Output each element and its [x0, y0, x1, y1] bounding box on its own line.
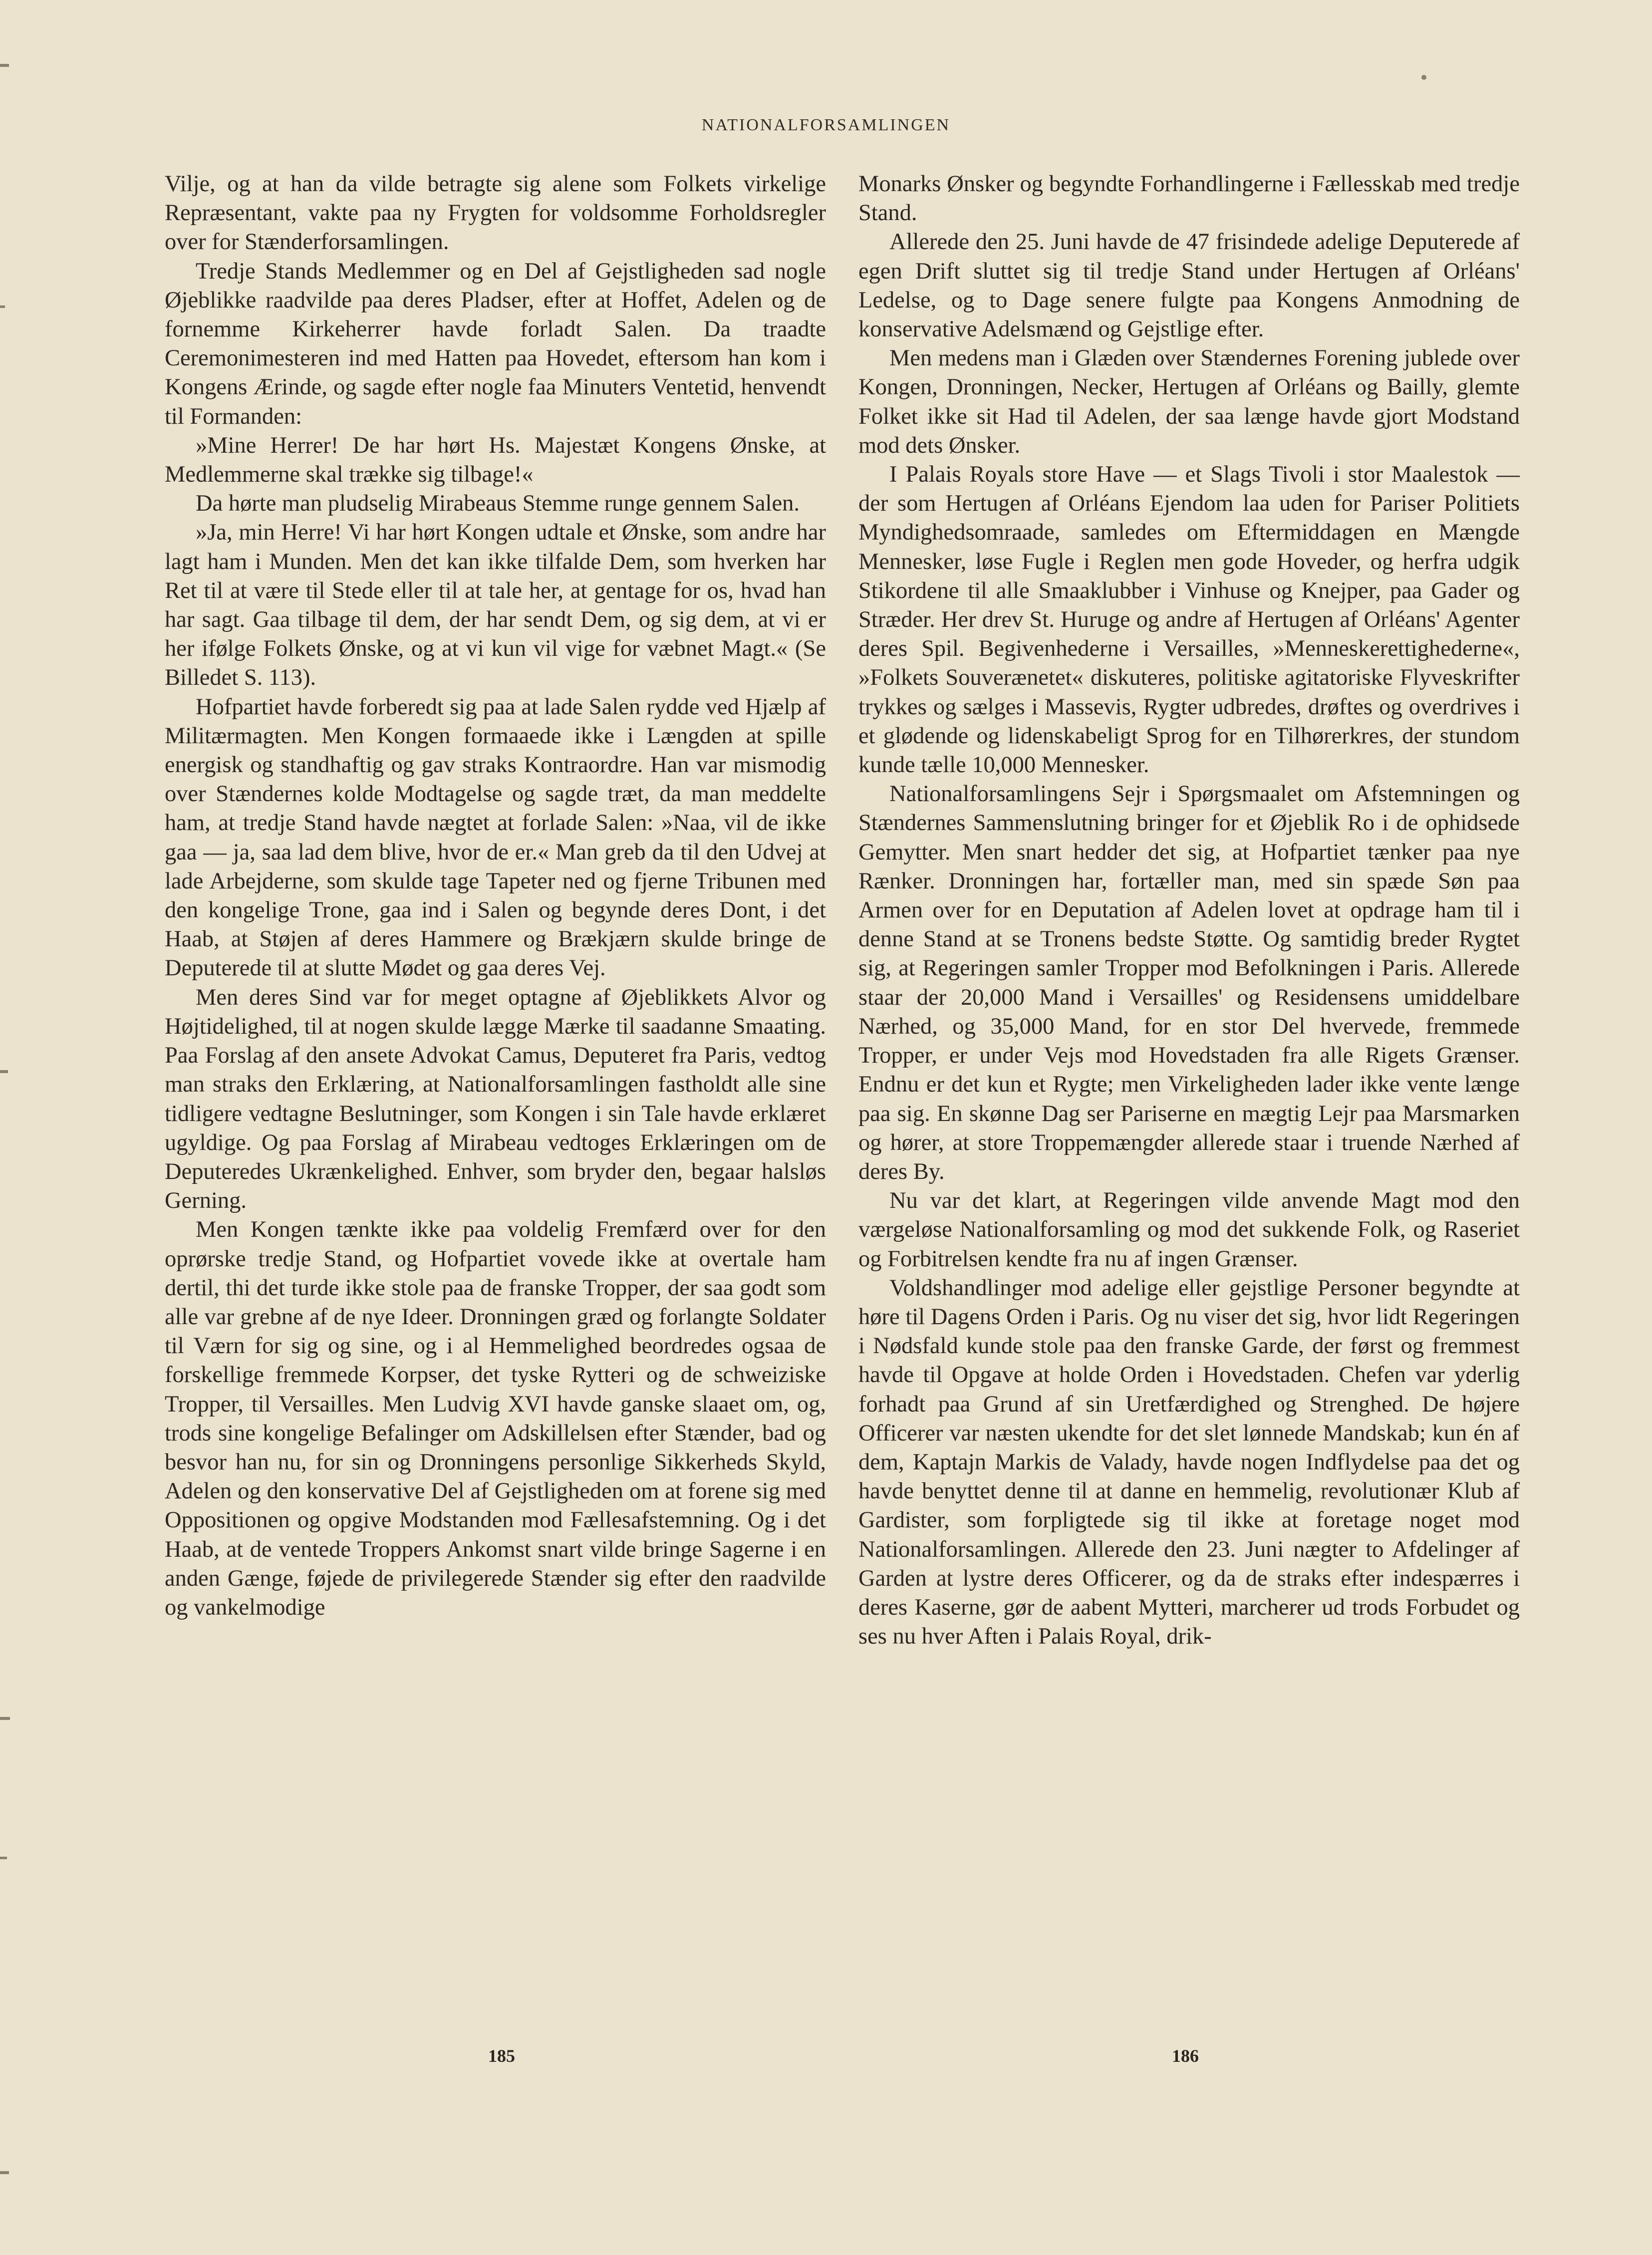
paragraph: I Palais Royals store Have — et Slags Tivoli i stor Maalestok — der som Hertugen af Orléans Ejendom laa uden for Pariser Politiets Myndighedsomraade, samledes om Eftermiddagen en Mængde Mennesker, løse Fugle i Reglen men gode Hoveder, og herfra udgik Stikordene til alle Smaaklubber i Vinhuse og Knejper, paa Gader og Stræder. Her drev St. Huruge og andre af Hertugen af Orléans' Agenter deres Spil. Begivenhederne i Versailles, »Menneskerettighederne«, »Folkets Souverænetet« diskuteres, politiske agitatoriske Flyveskrifter trykkes og sælges i Massevis, Rygter udbredes, drøftes og overdrives i et glødende og lidenskabeligt Sprog for en Tilhørerkres, der stundom kunde tælle 10,000 Mennesker.	[858, 462, 1520, 778]
paragraph: Voldshandlinger mod adelige eller gejstlige Personer begyndte at høre til Dagens Orden i Paris. Og nu viser det sig, hvor lidt Regeringen i Nødsfald kunde stole paa den franske Garde, der først og fremmest havde til Opgave at holde Orden i Hovedstaden. Chefen var yderlig forhadt paa Grund af sin Uretfærdighed og Strenghed. De højere Officerer var næsten ukendte for det slet lønnede Mandskab; kun én af dem, Kaptajn Markis de Valady, havde nogen Indflydelse paa det og havde benyttet denne til at danne en hemmelig, revolutionær Klub af Gardister, som forpligtede sig til ikke at foretage noget mod Nationalforsamlingen. Allerede den 23. Juni nægter to Afdelinger af Garden at lystre deres Officerer, og da de straks efter indespærres i deres Kaserne, gør de aabent Mytteri, marcherer ud trods Forbudet og ses nu hver Aften i Palais Royal, drik-	[858, 1275, 1520, 1650]
margin-mark	[0, 1857, 7, 1859]
running-header: NATIONALFORSAMLINGEN	[701, 116, 951, 134]
paragraph: Men medens man i Glæden over Stændernes Forening jublede over Kongen, Dronningen, Necker, Hertugen af Orléans og Bailly, glemte Folket ikke sit Had til Adelen, der saa længe havde gjort Modstand mod dets Ønsker.	[858, 345, 1520, 458]
paragraph: Hofpartiet havde forberedt sig paa at lade Salen rydde ved Hjælp af Militærmagten. Men Kongen formaaede ikke i Længden at spille energisk og standhaftig og gav straks Kontraordre. Han var mismodig over Stændernes kolde Modtagelse og sagde træt, da man meddelte ham, at tredje Stand havde nægtet at forlade Salen: »Naa, vil de ikke gaa — ja, saa lad dem blive, hvor de er.« Man greb da til den Udvej at lade Arbejderne, som skulde tage Tapeter ned og fjerne Tribunen med den kongelige Trone, gaa ind i Salen og begynde deres Dont, i det Haab, at Støjen af deres Hammere og Brækjærn skulde bringe de Deputerede til at slutte Mødet og gaa deres Vej.	[165, 694, 826, 981]
paragraph: Monarks Ønsker og begyndte Forhandlingerne i Fællesskab med tredje Stand.	[858, 171, 1520, 226]
paragraph: Da hørte man pludselig Mirabeaus Stemme runge gennem Salen.	[196, 491, 800, 517]
margin-mark	[1421, 75, 1426, 80]
page-number-right: 186	[1172, 2046, 1199, 2066]
margin-mark	[0, 2171, 9, 2174]
page-number-left: 185	[488, 2046, 515, 2066]
paragraph: Nu var det klart, at Regeringen vilde anvende Magt mod den værgeløse Nationalforsamling og mod det sukkende Folk, og Raseriet og Forbitrelsen kendte fra nu af ingen Grænser.	[858, 1188, 1520, 1272]
left-text-column	[165, 170, 826, 1622]
paragraph: »Ja, min Herre! Vi har hørt Kongen udtale et Ønske, som andre har lagt ham i Munden. Men det kan ikke tilfalde Dem, som hverken har Ret til at være til Stede eller til at tale her, at gentage for os, hvad han har sagt. Gaa tilbage til dem, der har sendt Dem, og sig dem, at vi er her ifølge Folkets Ønske, og at vi kun vil vige for væbnet Magt.« (Se Billedet S. 113).	[165, 520, 826, 691]
paragraph: Allerede den 25. Juni havde de 47 frisindede adelige Deputerede af egen Drift sluttet sig til tredje Stand under Hertugen af Orléans' Ledelse, og to Dage senere fulgte paa Kongens Anmodning de konservative Adelsmænd og Gejstlige efter.	[858, 229, 1520, 342]
paragraph: Men Kongen tænkte ikke paa voldelig Fremfærd over for den oprørske tredje Stand, og Hofpartiet vovede ikke at overtale ham dertil, thi det turde ikke stole paa de franske Tropper, der saa godt som alle var grebne af de nye Ideer. Dronningen græd og forlangte Soldater til Værn for sig og sine, og i al Hemmelighed beordredes ogsaa de forskellige fremmede Korpser, det tyske Rytteri og de schweiziske Tropper, til Versailles. Men Ludvig XVI havde ganske slaaet om, og, trods sine kongelige Befalinger om Adskillelsen efter Stænder, bad og besvor han nu, for sin og Dronningens personlige Sikkerheds Skyld, Adelen og den konservative Del af Gejstligheden om at forene sig med Oppositionen og opgive Modstanden mod Fællesafstemning. Og i det Haab, at de ventede Troppers Ankomst snart vilde bringe Sagerne i en anden Gænge, føjede de privilegerede Stænder sig efter den raadvilde og vankelmodige	[165, 1217, 826, 1620]
paragraph: Vilje, og at han da vilde betragte sig alene som Folkets virkelige Repræsentant, vakte paa ny Frygten for voldsomme Forholdsregler over for Stænderforsamlingen.	[165, 171, 826, 255]
paragraph: Men deres Sind var for meget optagne af Øjeblikkets Alvor og Højtidelighed, til at nogen skulde lægge Mærke til saadanne Smaating. Paa Forslag af den ansete Advokat Camus, Deputeret fra Paris, vedtog man straks den Erklæring, at Nationalforsamlingen fastholdt alle sine tidligere vedtagne Beslutninger, som Kongen i sin Tale havde erklæret ugyldige. Og paa Forslag af Mirabeau vedtoges Erklæringen om de Deputeredes Ukrænkelighed. Enhver, som bryder den, begaar halsløs Gerning.	[165, 984, 826, 1214]
margin-mark	[0, 64, 9, 67]
margin-mark	[0, 305, 5, 308]
margin-mark	[0, 1070, 8, 1073]
margin-mark	[0, 1717, 10, 1720]
paragraph: »Mine Herrer! De har hørt Hs. Majestæt Kongens Ønske, at Medlemmerne skal trække sig tilbage!«	[165, 432, 826, 488]
right-text-column	[858, 170, 1520, 1651]
paragraph: Nationalforsamlingens Sejr i Spørgsmaalet om Afstemningen og Stændernes Sammenslutning bringer for et Øjeblik Ro i de ophidsede Gemytter. Men snart hedder det sig, at Hofpartiet tænker paa nye Rænker. Dronningen har, fortæller man, med sin spæde Søn paa Armen over for en Deputation af Adelen lovet at opdrage ham til i denne Stand at se Tronens bedste Støtte. Og samtidig breder Rygtet sig, at Regeringen samler Tropper mod Befolkningen i Paris. Allerede staar der 20,000 Mand i Versailles' og Residensens umiddelbare Nærhed, og 35,000 Mand, for en stor Del hvervede, fremmede Tropper, er under Vejs mod Hovedstaden fra alle Rigets Grænser. Endnu er det kun et Rygte; men Virkeligheden lader ikke vente længe paa sig. En skønne Dag ser Pariserne en mægtig Lejr paa Marsmarken og hører, at store Troppemængder allerede staar i truende Nærhed af deres By.	[858, 781, 1520, 1184]
paragraph: Tredje Stands Medlemmer og en Del af Gejstligheden sad nogle Øjeblikke raadvilde paa deres Pladser, efter at Hoffet, Adelen og de fornemme Kirkeherrer havde forladt Salen. Da traadte Ceremonimesteren ind med Hatten paa Hovedet, eftersom han kom i Kongens Ærinde, og sagde efter nogle faa Minuters Ventetid, henvendt til Formanden:	[165, 258, 826, 429]
